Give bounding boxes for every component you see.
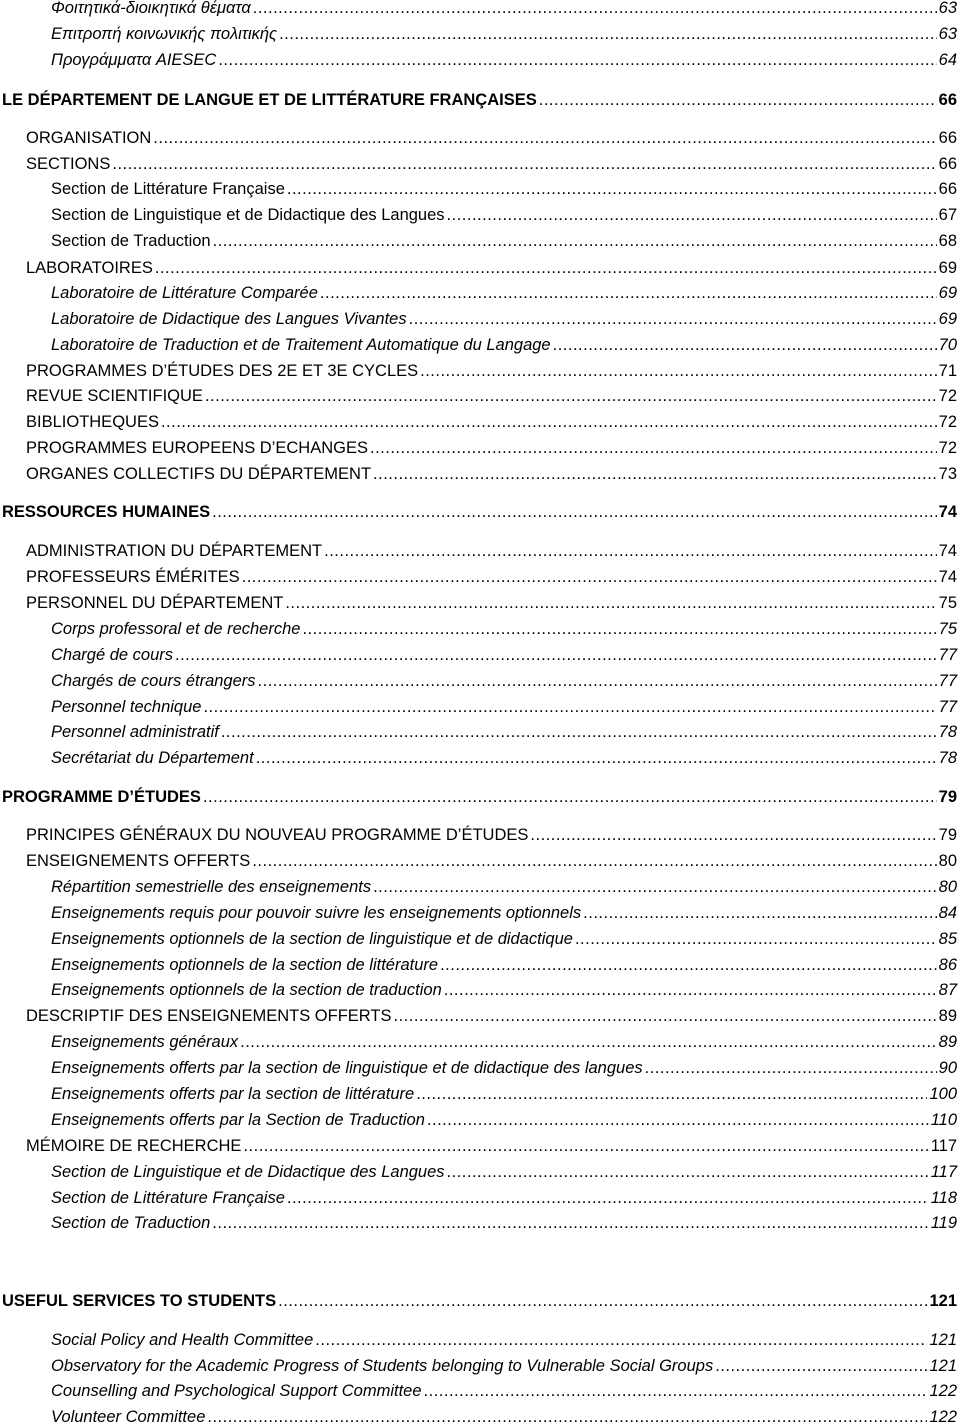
dot-leader — [243, 1136, 928, 1156]
toc-entry[interactable] — [0, 386, 957, 406]
toc-entry[interactable] — [0, 90, 957, 110]
toc-entry-page: 69 — [938, 284, 957, 302]
toc-entry-page: 119 — [930, 1214, 957, 1232]
toc-entry-title: Répartition semestrielle des enseignements — [51, 878, 372, 896]
toc-entry[interactable] — [0, 1213, 957, 1233]
toc-entry-title: USEFUL SERVICES TO STUDENTS — [2, 1292, 277, 1310]
toc-entry[interactable] — [0, 1084, 957, 1104]
toc-entry-page: 86 — [938, 956, 957, 974]
toc-entry-page: 121 — [929, 1357, 957, 1375]
toc-entry-title: ORGANISATION — [26, 129, 152, 147]
toc-entry[interactable] — [0, 361, 957, 381]
dot-leader — [583, 903, 936, 923]
toc-entry-title: Φοιτητικά-διοικητικά θέματα — [51, 0, 251, 17]
toc-entry-page: 117 — [930, 1163, 957, 1181]
toc-entry-title: Section de Traduction — [51, 1214, 211, 1232]
toc-entry[interactable] — [0, 748, 957, 768]
toc-entry[interactable] — [0, 593, 957, 613]
dot-leader — [207, 1407, 927, 1427]
toc-entry-title: PROFESSEURS ÉMÉRITES — [26, 568, 240, 586]
toc-entry-title: Section de Littérature Française — [51, 180, 285, 198]
toc-entry-page: 80 — [938, 878, 957, 896]
dot-leader — [285, 593, 936, 613]
dot-leader — [315, 1330, 927, 1350]
toc-entry[interactable] — [0, 980, 957, 1000]
toc-entry[interactable] — [0, 1032, 957, 1052]
toc-entry-title: Secrétariat du Département — [51, 749, 254, 767]
toc-entry-title: Chargés de cours étrangers — [51, 672, 256, 690]
toc-entry-page: 117 — [930, 1137, 957, 1155]
toc-entry[interactable] — [0, 412, 957, 432]
dot-leader — [252, 851, 936, 871]
toc-entry-title: PERSONNEL DU DÉPARTEMENT — [26, 594, 284, 612]
toc-entry-title: Observatory for the Academic Progress of Students belonging to Vulnerable Social Groups — [51, 1357, 714, 1375]
toc-entry[interactable] — [0, 1006, 957, 1026]
toc-entry[interactable] — [0, 1381, 957, 1401]
toc-entry[interactable] — [0, 1291, 957, 1311]
toc-entry-page: 87 — [938, 981, 957, 999]
toc-entry-title: Section de Littérature Française — [51, 1189, 285, 1207]
toc-entry[interactable] — [0, 179, 957, 199]
dot-leader — [539, 90, 937, 110]
toc-entry-page: 66 — [938, 91, 957, 109]
dot-leader — [205, 386, 937, 406]
toc-entry-page: 77 — [938, 698, 957, 716]
toc-entry-title: PRINCIPES GÉNÉRAUX DU NOUVEAU PROGRAMME D’ÉTUDES — [26, 826, 529, 844]
toc-entry-page: 118 — [930, 1189, 957, 1207]
toc-entry-page: 73 — [938, 465, 957, 483]
toc-entry[interactable] — [0, 231, 957, 251]
dot-leader — [242, 567, 937, 587]
dot-leader — [373, 464, 937, 484]
toc-entry-title: Personnel technique — [51, 698, 202, 716]
dot-leader — [302, 619, 936, 639]
dot-leader — [240, 1032, 937, 1052]
toc-entry[interactable] — [0, 851, 957, 871]
dot-leader — [279, 24, 937, 44]
toc-entry-page: 122 — [929, 1382, 957, 1400]
dot-leader — [427, 1110, 929, 1130]
dot-leader — [287, 1188, 929, 1208]
dot-leader — [258, 671, 937, 691]
toc-entry-page: 79 — [938, 826, 957, 844]
dot-leader — [153, 128, 936, 148]
dot-leader — [370, 438, 937, 458]
dot-leader — [203, 697, 936, 717]
toc-entry[interactable] — [0, 335, 957, 355]
toc-entry-title: PROGRAMMES D’ÉTUDES DES 2E ET 3E CYCLES — [26, 362, 419, 380]
toc-entry-page: 74 — [938, 568, 957, 586]
toc-entry-title: Laboratoire de Traduction et de Traitement Automatique du Langage — [51, 336, 551, 354]
toc-entry[interactable] — [0, 283, 957, 303]
toc-entry[interactable] — [0, 128, 957, 148]
toc-entry-page: 122 — [929, 1408, 957, 1426]
toc-entry[interactable] — [0, 1407, 957, 1427]
toc-entry-page: 79 — [938, 788, 957, 806]
toc-entry-page: 63 — [938, 25, 957, 43]
toc-entry-page: 80 — [938, 852, 957, 870]
toc-entry-title: PROGRAMMES EUROPEENS D’ECHANGES — [26, 439, 368, 457]
dot-leader — [253, 0, 937, 18]
toc-entry-page: 75 — [938, 594, 957, 612]
toc-entry[interactable] — [0, 877, 957, 897]
toc-entry[interactable] — [0, 787, 957, 807]
toc-entry-title: RESSOURCES HUMAINES — [2, 503, 211, 521]
toc-entry[interactable] — [0, 464, 957, 484]
toc-entry-title: Section de Linguistique et de Didactique des Langues — [51, 206, 445, 224]
toc-entry[interactable] — [0, 1110, 957, 1130]
toc-entry[interactable] — [0, 309, 957, 329]
toc-entry-page: 72 — [938, 387, 957, 405]
toc-entry[interactable] — [0, 955, 957, 975]
dot-leader — [447, 1162, 929, 1182]
toc-entry[interactable] — [0, 722, 957, 742]
toc-entry-page: 100 — [929, 1085, 957, 1103]
toc-entry-title: Enseignements requis pour pouvoir suivre les enseignements optionnels — [51, 904, 582, 922]
dot-leader — [394, 1006, 937, 1026]
toc-entry-title: Enseignements offerts par la Section de Traduction — [51, 1111, 425, 1129]
toc-entry-page: 67 — [938, 206, 957, 224]
toc-entry[interactable] — [0, 1136, 957, 1156]
dot-leader — [324, 541, 937, 561]
toc-entry-page: 66 — [938, 155, 957, 173]
toc-entry-title: LABORATOIRES — [26, 259, 153, 277]
dot-leader — [218, 50, 936, 70]
toc-entry-page: 66 — [938, 180, 957, 198]
toc-entry-page: 69 — [938, 259, 957, 277]
dot-leader — [440, 955, 937, 975]
toc-entry-page: 121 — [929, 1331, 957, 1349]
dot-leader — [575, 929, 937, 949]
dot-leader — [645, 1058, 937, 1078]
toc-entry[interactable] — [0, 1188, 957, 1208]
toc-entry-page: 74 — [938, 503, 957, 521]
toc-entry[interactable] — [0, 619, 957, 639]
toc-entry-title: Section de Linguistique et de Didactique des Langues — [51, 1163, 445, 1181]
toc-entry[interactable] — [0, 645, 957, 665]
toc-entry-page: 74 — [938, 542, 957, 560]
toc-entry-title: Enseignements optionnels de la section de linguistique et de didactique — [51, 930, 573, 948]
toc-entry-page: 121 — [929, 1292, 957, 1310]
toc-entry[interactable] — [0, 438, 957, 458]
toc-entry[interactable] — [0, 154, 957, 174]
toc-entry-page: 68 — [938, 232, 957, 250]
toc-entry-page: 78 — [938, 723, 957, 741]
toc-entry-title: SECTIONS — [26, 155, 111, 173]
toc-entry-title: REVUE SCIENTIFIQUE — [26, 387, 203, 405]
dot-leader — [213, 231, 937, 251]
toc-entry-page: 78 — [938, 749, 957, 767]
toc-entry-title: MÉMOIRE DE RECHERCHE — [26, 1137, 242, 1155]
toc-entry[interactable] — [0, 903, 957, 923]
toc-entry-title: PROGRAMME D’ÉTUDES — [2, 788, 201, 806]
dot-leader — [320, 283, 937, 303]
dot-leader — [112, 154, 936, 174]
toc-entry-title: LE DÉPARTEMENT DE LANGUE ET DE LITTÉRATURE FRANÇAISES — [2, 91, 537, 109]
dot-leader — [203, 787, 937, 807]
toc-entry-page: 70 — [938, 336, 957, 354]
toc-entry-page: 75 — [938, 620, 957, 638]
toc-entry[interactable] — [0, 502, 957, 522]
toc-entry-title: Counselling and Psychological Support Committee — [51, 1382, 422, 1400]
dot-leader — [161, 412, 937, 432]
toc-entry-title: BIBLIOTHEQUES — [26, 413, 159, 431]
toc-entry-page: 90 — [938, 1059, 957, 1077]
dot-leader — [530, 825, 936, 845]
dot-leader — [444, 980, 937, 1000]
toc-entry-page: 110 — [930, 1111, 957, 1129]
toc-entry[interactable] — [0, 1162, 957, 1182]
toc-entry[interactable] — [0, 1058, 957, 1078]
dot-leader — [155, 258, 937, 278]
toc-entry[interactable] — [0, 929, 957, 949]
toc-entry-title: Corps professoral et de recherche — [51, 620, 301, 638]
toc-entry-page: 72 — [938, 413, 957, 431]
dot-leader — [221, 722, 937, 742]
toc-entry[interactable] — [0, 671, 957, 691]
toc-entry-title: Chargé de cours — [51, 646, 173, 664]
toc-entry-page: 66 — [938, 129, 957, 147]
toc-entry-title: Personnel administratif — [51, 723, 219, 741]
toc-entry-page: 89 — [938, 1033, 957, 1051]
toc-entry-title: Enseignements offerts par la section de littérature — [51, 1085, 415, 1103]
toc-entry-title: ORGANES COLLECTIFS DU DÉPARTEMENT — [26, 465, 372, 483]
toc-entry-title: Enseignements optionnels de la section de traduction — [51, 981, 442, 999]
toc-entry-page: 84 — [938, 904, 957, 922]
toc-entry-title: Enseignements offerts par la section de linguistique et de didactique des langues — [51, 1059, 643, 1077]
dot-leader — [256, 748, 937, 768]
toc-entry-title: Laboratoire de Didactique des Langues Vivantes — [51, 310, 407, 328]
toc-entry[interactable] — [0, 24, 957, 44]
dot-leader — [212, 502, 937, 522]
toc-entry-title: Volunteer Committee — [51, 1408, 206, 1426]
dot-leader — [715, 1356, 927, 1376]
dot-leader — [373, 877, 937, 897]
dot-leader — [416, 1084, 927, 1104]
dot-leader — [424, 1381, 928, 1401]
dot-leader — [447, 205, 937, 225]
toc-entry-title: Social Policy and Health Committee — [51, 1331, 314, 1349]
toc-entry-title: Επιτροπή κοινωνικής πολιτικής — [51, 25, 278, 43]
toc-entry[interactable] — [0, 825, 957, 845]
toc-entry[interactable] — [0, 205, 957, 225]
toc-entry[interactable] — [0, 1356, 957, 1376]
toc-entry-title: DESCRIPTIF DES ENSEIGNEMENTS OFFERTS — [26, 1007, 392, 1025]
toc-entry-title: Laboratoire de Littérature Comparée — [51, 284, 318, 302]
dot-leader — [175, 645, 937, 665]
toc-entry-page: 85 — [938, 930, 957, 948]
toc-entry-page: 69 — [938, 310, 957, 328]
toc-entry[interactable] — [0, 541, 957, 561]
toc-entry[interactable] — [0, 50, 957, 70]
toc-entry-title: Section de Traduction — [51, 232, 211, 250]
toc-entry[interactable] — [0, 567, 957, 587]
dot-leader — [287, 179, 937, 199]
toc-entry-title: ENSEIGNEMENTS OFFERTS — [26, 852, 251, 870]
dot-leader — [212, 1213, 928, 1233]
dot-leader — [553, 335, 937, 355]
toc-entry-page: 64 — [938, 51, 957, 69]
toc-entry-page: 77 — [938, 646, 957, 664]
toc-entry-title: ADMINISTRATION DU DÉPARTEMENT — [26, 542, 323, 560]
toc-entry[interactable] — [0, 697, 957, 717]
toc-entry-page: 71 — [938, 362, 957, 380]
toc-entry-page: 89 — [938, 1007, 957, 1025]
toc-entry-title: Προγράμματα AIESEC — [51, 51, 217, 69]
dot-leader — [420, 361, 937, 381]
toc-entry-title: Enseignements optionnels de la section de littérature — [51, 956, 439, 974]
dot-leader — [278, 1291, 927, 1311]
toc-entry-page: 72 — [938, 439, 957, 457]
toc-entry-page: 63 — [938, 0, 957, 17]
toc-entry[interactable] — [0, 258, 957, 278]
toc-entry[interactable] — [0, 1330, 957, 1350]
dot-leader — [409, 309, 937, 329]
toc-entry[interactable] — [0, 0, 957, 18]
toc-entry-page: 77 — [938, 672, 957, 690]
toc-entry-title: Enseignements généraux — [51, 1033, 239, 1051]
